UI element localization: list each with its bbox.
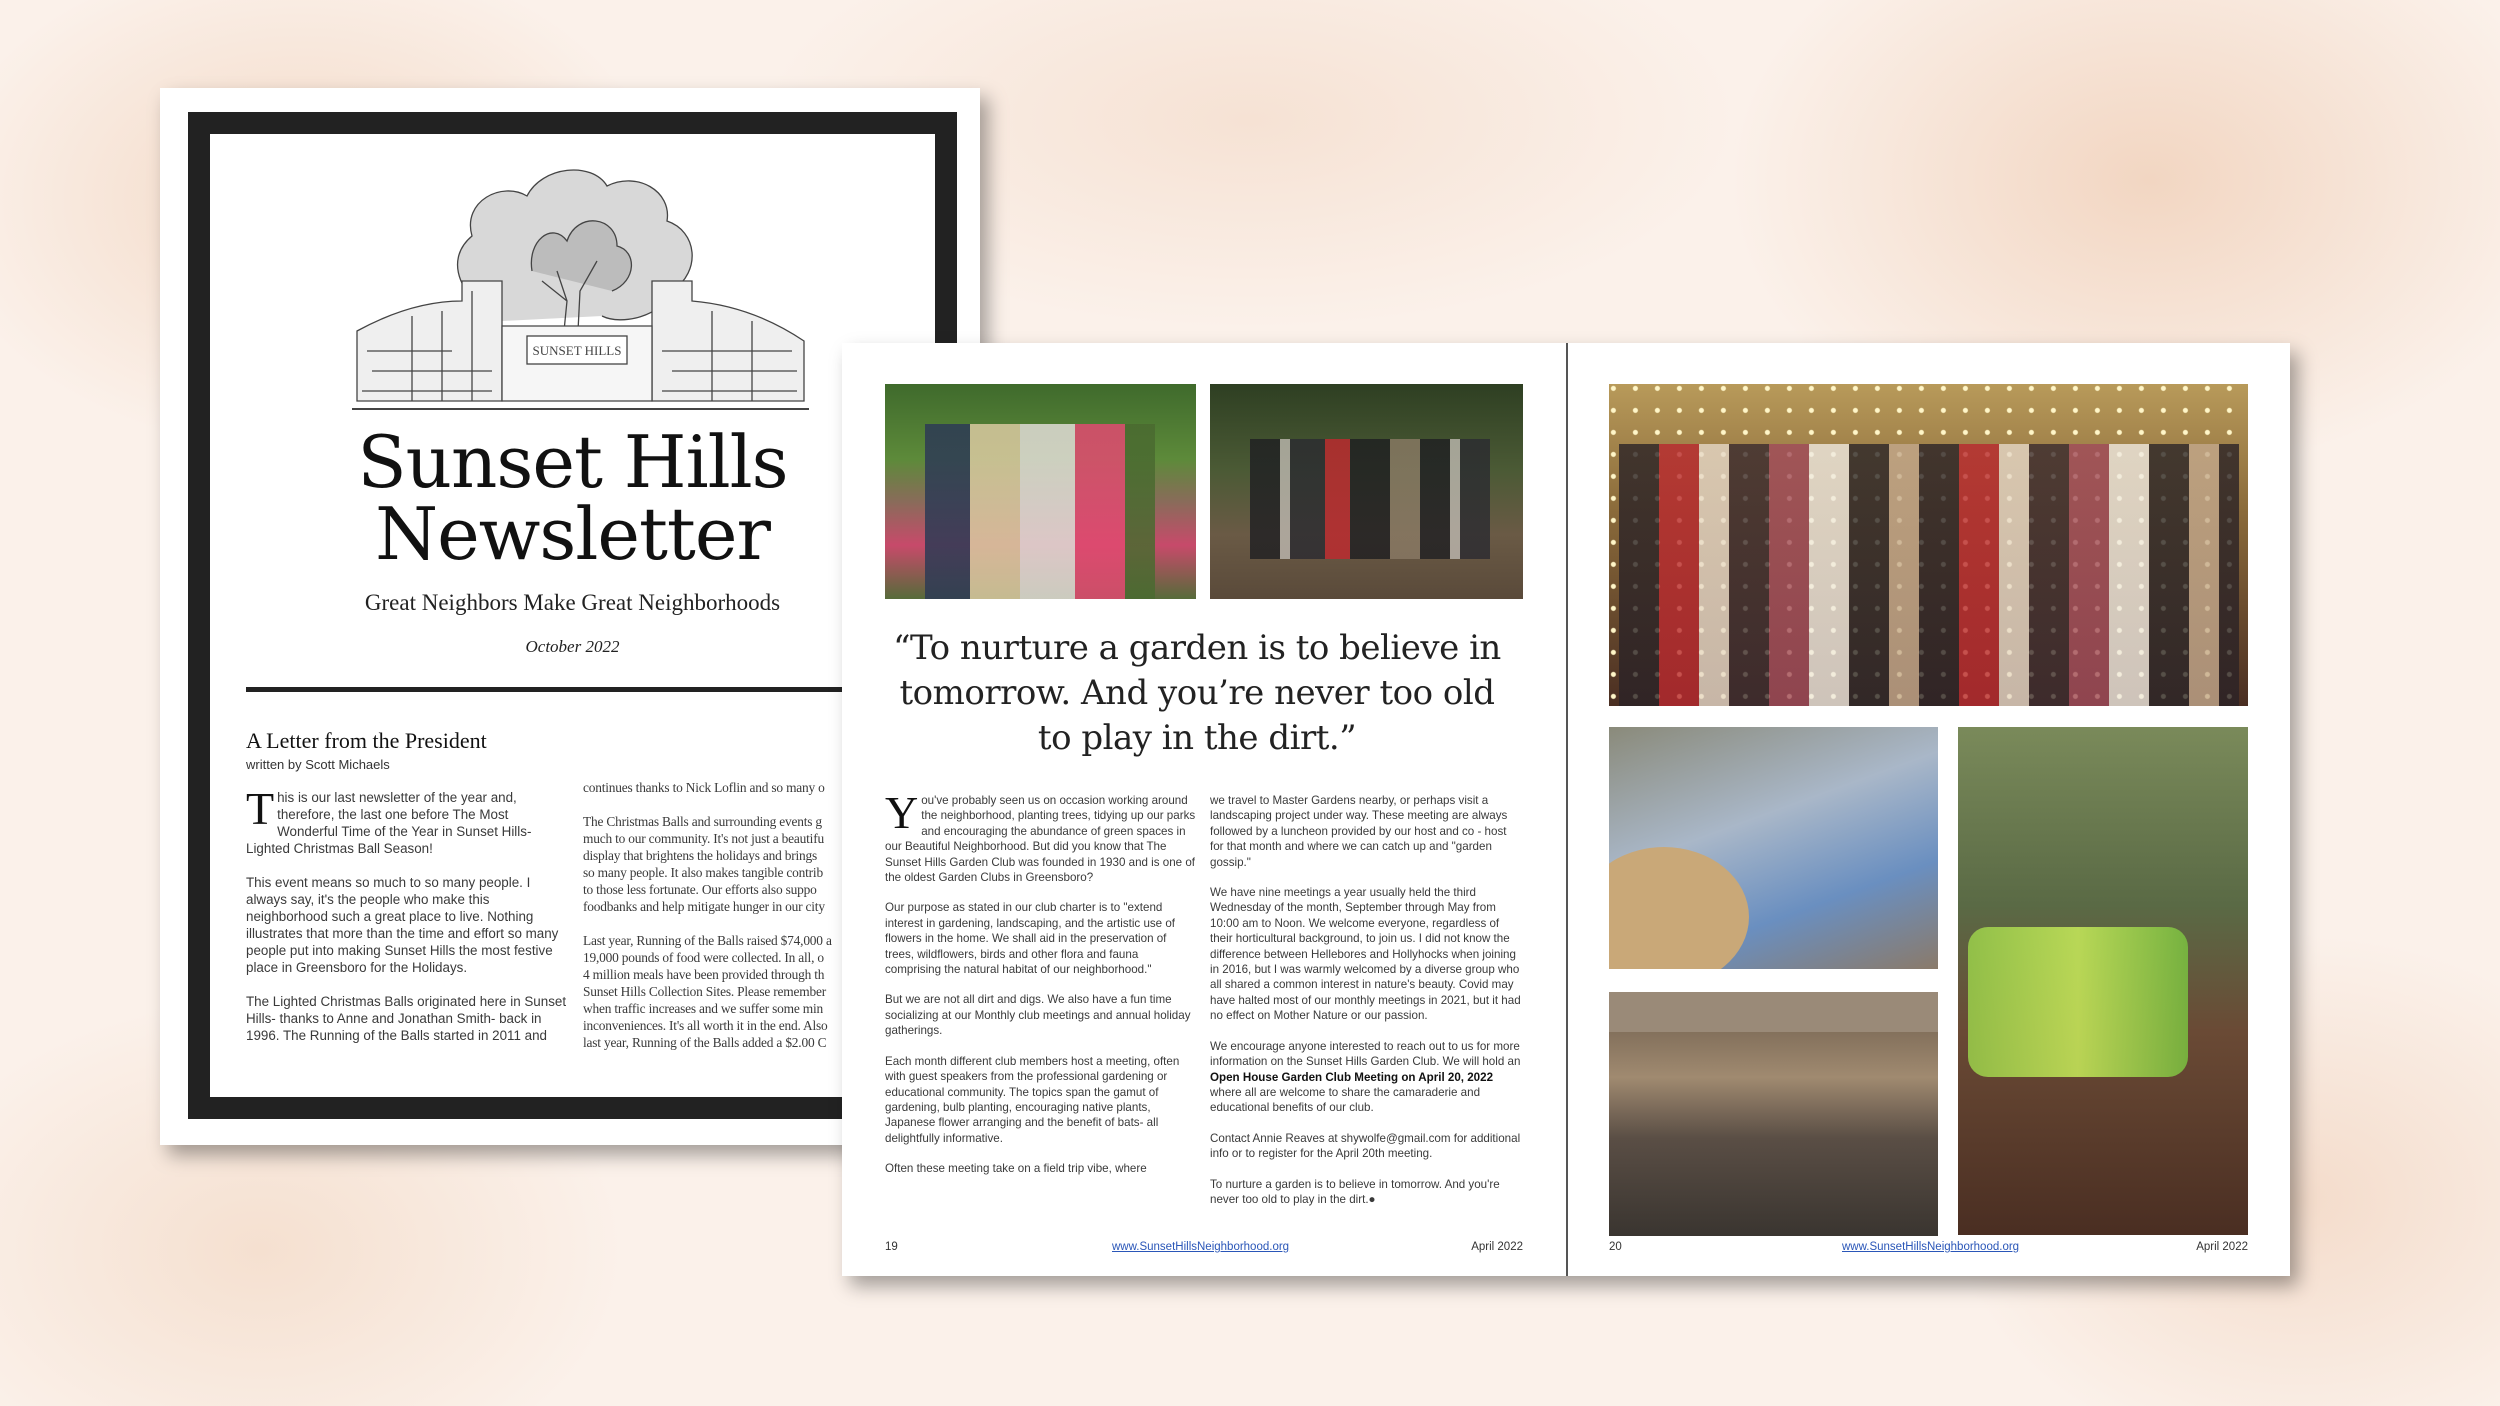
photo-hat bbox=[1609, 847, 1749, 969]
text-line bbox=[583, 915, 839, 932]
page-gutter bbox=[1566, 343, 1568, 1276]
photo-people bbox=[1619, 444, 2239, 706]
text-line: Sunset Hills Collection Sites. Please remember bbox=[583, 984, 826, 999]
paragraph: Contact Annie Reaves at shywolfe@gmail.com for additional info or to register for the April 20th meeting. bbox=[1210, 1131, 1521, 1161]
newsletter-tagline: Great Neighbors Make Great Neighborhoods bbox=[364, 590, 781, 615]
issue-date: October 2022 bbox=[525, 637, 620, 656]
text-line: 19,000 pounds of food were collected. In all, o bbox=[583, 950, 824, 965]
photo-people bbox=[1250, 439, 1490, 559]
title-line-2: Newsletter bbox=[375, 492, 770, 576]
text-line bbox=[583, 796, 839, 813]
letter-column-1 bbox=[246, 783, 568, 1061]
paragraph: we travel to Master Gardens nearby, or perhaps visit a landscaping project under way. These meeting are always followed by a luncheon provided by our host and co - host for that month and where we can catch up and "garden gossip." bbox=[1210, 794, 1508, 869]
paragraph: The Lighted Christmas Balls originated here in Sunset Hills- thanks to Anne and Jonathan Smith- back in 1996. The Running of the Balls started in 2011 and bbox=[246, 994, 567, 1043]
footer-date: April 2022 bbox=[2196, 1241, 2248, 1253]
text-line: display that brightens the holidays and brings bbox=[583, 848, 818, 863]
article-column-1 bbox=[885, 787, 1197, 1192]
text-line: foodbanks and help mitigate hunger in our city bbox=[583, 899, 825, 914]
newsletter-title bbox=[210, 420, 935, 576]
title-line-1: Sunset Hills bbox=[357, 420, 788, 504]
text-line: Last year, Running of the Balls raised $74,000 a bbox=[583, 933, 832, 948]
article-heading: A Letter from the President bbox=[246, 728, 487, 753]
paragraph: ou've probably seen us on occasion working around the neighborhood, planting trees, tidying up our parks and encouraging the abundance of green spaces in our Beautiful Neighborhood. But did you know that The Sunset Hills Garden Club was founded in 1930 and is one of the oldest Garden Clubs in Greensboro? bbox=[885, 794, 1196, 885]
photo-patio-meeting bbox=[1609, 992, 1938, 1236]
text: We encourage anyone interested to reach out to us for more information on the Sunset Hills Garden Club. We will hold an bbox=[1210, 1039, 1521, 1069]
website-link[interactable]: www.SunsetHillsNeighborhood.org bbox=[1112, 1241, 1290, 1253]
photo-women-holding-plants bbox=[885, 384, 1196, 599]
paragraph: Each month different club members host a meeting, often with guest speakers from the professional gardening or educational community. The topics span the gamut of gardening, bulb planting, encouraging native plants, Japanese flower arranging and the benefit of bats- all delightfully informative. bbox=[885, 1054, 1180, 1145]
pull-quote: “To nurture a garden is to believe in tomorrow. And you’re never too old to play in the dirt.” bbox=[893, 628, 1501, 758]
paragraph: We have nine meetings a year usually held the third Wednesday of the month, September through May from 10:00 am to Noon. We welcome everyone, regardless of their horticultural background, to join us. I did not know the difference between Hellebores and Hollyhocks when joining in 2016, but I was warmly welcomed by a diverse group who all shared a common interest in nature's beauty. Covid may have halted most of our monthly meetings in 2021, but it had no effect on Mother Nature or our passion. bbox=[1210, 886, 1521, 1023]
text-line: to those less fortunate. Our efforts also suppo bbox=[583, 882, 817, 897]
photo-group-holiday-party bbox=[1609, 384, 2248, 706]
letter-column-2 bbox=[583, 779, 839, 1051]
text-line: so many people. It also makes tangible contrib bbox=[583, 865, 823, 880]
drop-cap: Y bbox=[885, 787, 919, 838]
website-link[interactable]: www.SunsetHillsNeighborhood.org bbox=[1842, 1241, 2020, 1253]
footer-date: April 2022 bbox=[1471, 1241, 1523, 1253]
paragraph: Often these meeting take on a field trip vibe, where bbox=[885, 1162, 1147, 1176]
article-column-2 bbox=[1210, 793, 1522, 1222]
text-line: inconveniences. It's all worth it in the end. Also bbox=[583, 1018, 828, 1033]
logo-sign-text: SUNSET HILLS bbox=[532, 343, 622, 358]
paragraph: But we are not all dirt and digs. We also have a fun time socializing at our Monthly club meetings and annual holiday gatherings. bbox=[885, 993, 1191, 1038]
photo-girls-planting-tree bbox=[1958, 727, 2248, 1235]
drop-cap: T bbox=[246, 783, 275, 834]
photo-selfie-group bbox=[1609, 727, 1938, 969]
photo-umbrella bbox=[1609, 992, 1938, 1032]
page-number: 20 bbox=[1609, 1241, 1622, 1253]
meeting-highlight: Open House Garden Club Meeting on April 20, 2022 bbox=[1210, 1070, 1494, 1084]
article-byline: written by Scott Michaels bbox=[246, 757, 390, 772]
text-line: continues thanks to Nick Loflin and so many o bbox=[583, 780, 825, 795]
paragraph bbox=[1210, 1039, 1522, 1116]
text-line: when traffic increases and we suffer some min bbox=[583, 1001, 824, 1016]
photo-people bbox=[925, 424, 1155, 599]
sunset-hills-logo-illustration bbox=[352, 151, 809, 421]
photo-members-with-shovels bbox=[1210, 384, 1523, 599]
text: where all are welcome to share the camaraderie and educational benefits of our club. bbox=[1210, 1085, 1481, 1115]
garden-club-spread bbox=[842, 343, 2290, 1276]
divider-rule bbox=[246, 687, 846, 692]
text-line: much to our community. It's not just a beautifu bbox=[583, 831, 824, 846]
page-number: 19 bbox=[885, 1241, 898, 1253]
text-line: 4 million meals have been provided through th bbox=[583, 967, 825, 982]
paragraph: Our purpose as stated in our club charter is to "extend interest in gardening, landscaping, and the artistic use of flowers in the home. We shall aid in the preservation of trees, wildflowers, birds and other flora and fauna comprising the natural habitat of our neighborhood." bbox=[885, 901, 1176, 977]
photo-safety-vests bbox=[1968, 927, 2188, 1077]
text-line: last year, Running of the Balls added a $2.00 C bbox=[583, 1035, 827, 1050]
paragraph: To nurture a garden is to believe in tomorrow. And you're never too old to play in the dirt.● bbox=[1210, 1177, 1500, 1206]
paragraph: his is our last newsletter of the year and, therefore, the last one before The Most Wonderful Time of the Year in Sunset Hills- Lighted Christmas Ball Season! bbox=[246, 790, 532, 856]
paragraph: This event means so much to so many people. I always say, it's the people who make this neighborhood such a great place to live. Nothing illustrates that more than the time and effort so many people put into making Sunset Hills the most festive place in Greensboro for the Holidays. bbox=[246, 875, 559, 975]
text-line: The Christmas Balls and surrounding events g bbox=[583, 814, 822, 829]
